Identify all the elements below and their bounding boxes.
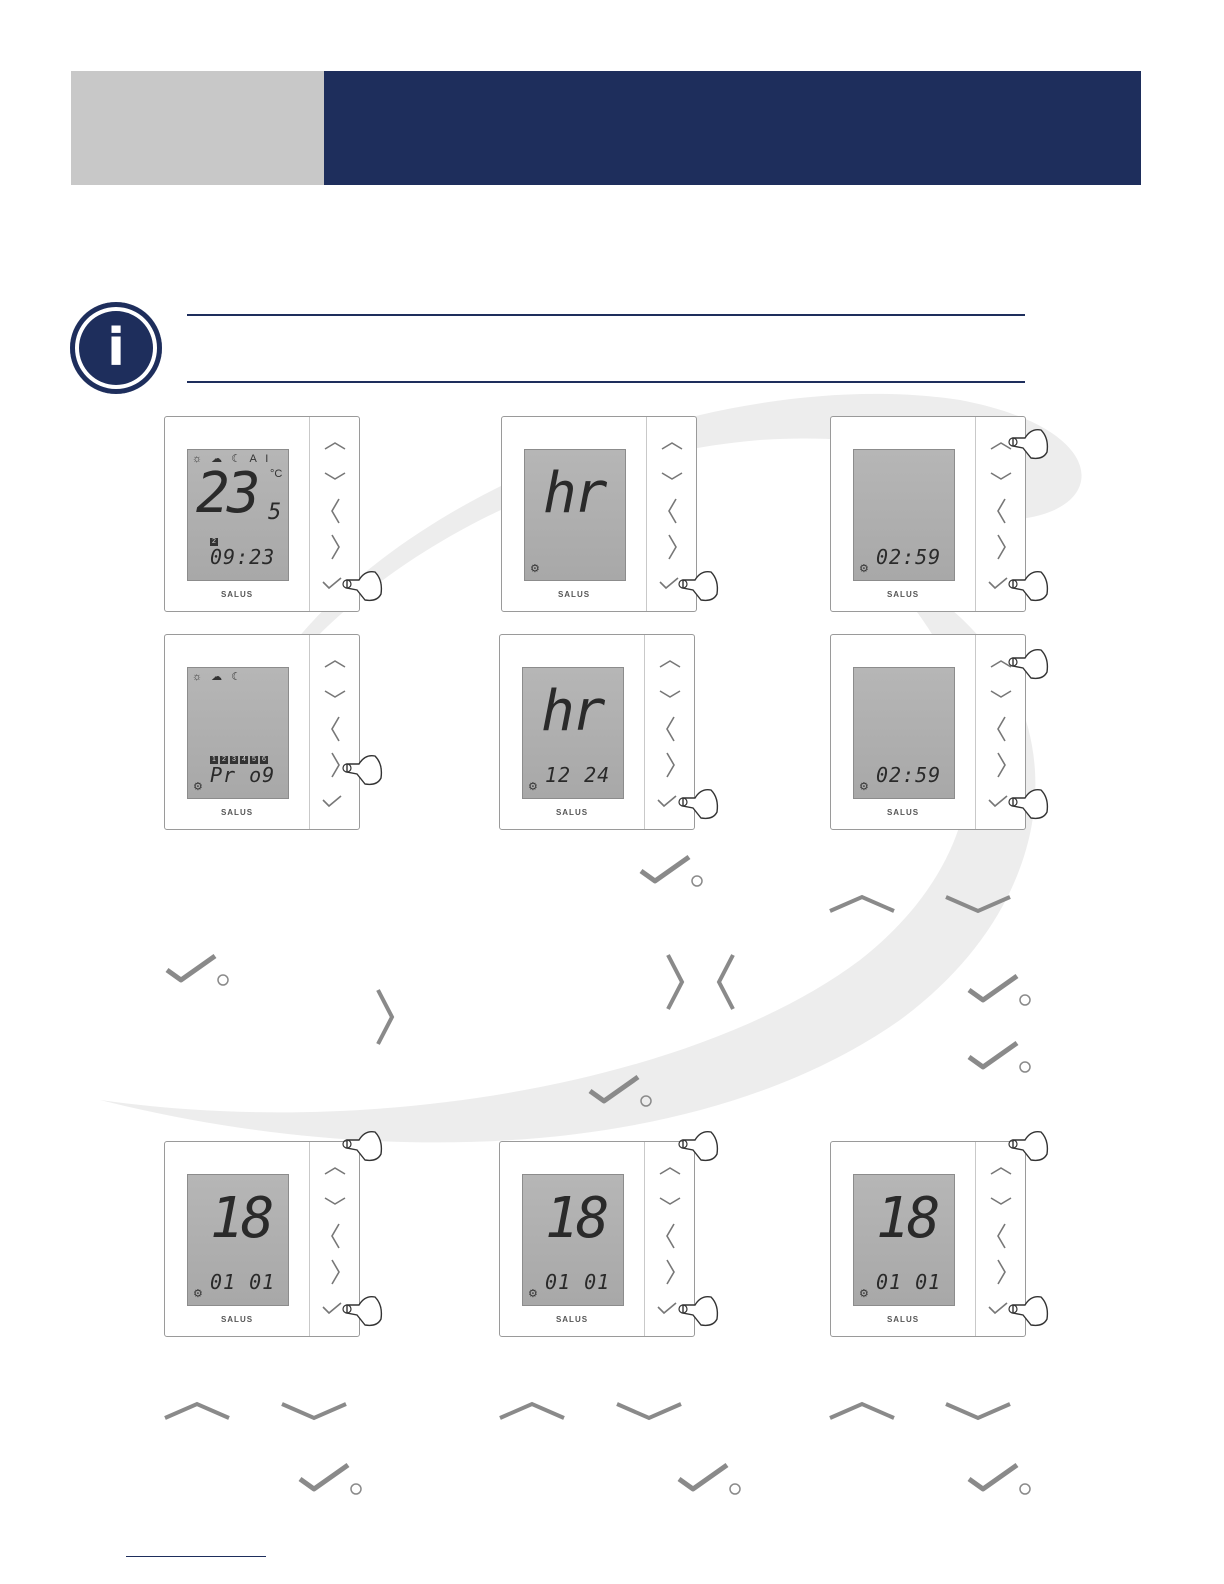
chevron-right-icon [378, 990, 392, 1044]
lcd-date-readout: 01 01 [210, 1270, 276, 1294]
gear-icon: ⚙ [528, 1288, 538, 1300]
brand-logo: SALUS [886, 808, 920, 817]
pointing-hand-icon [679, 790, 717, 819]
lcd-program-readout: Pr o9 [210, 763, 276, 787]
brand-logo: SALUS [220, 590, 254, 599]
day-indicator: 2 [210, 538, 220, 546]
brand-logo: SALUS [555, 1315, 589, 1324]
pointing-hand-icon [343, 572, 381, 601]
chevron-up-icon [500, 1404, 564, 1418]
pointing-hand-icon [679, 572, 717, 601]
mode-glyphs: ☼ ☁ ☾ A I [192, 453, 272, 465]
lcd-main-digits: 18 [545, 1186, 607, 1251]
pointing-hand-icon [343, 756, 381, 785]
pointing-hand-icon [343, 1297, 381, 1326]
pointing-hand-icon [1009, 1132, 1047, 1161]
check-gear-icon [969, 1465, 1030, 1494]
chevron-down-icon [946, 1404, 1010, 1418]
chevron-right-icon [668, 955, 682, 1009]
chevron-up-icon [830, 897, 894, 911]
lcd-main-digits: 23 [196, 461, 258, 526]
brand-logo: SALUS [557, 590, 591, 599]
pointing-hand-icon [1009, 790, 1047, 819]
gear-icon: ⚙ [528, 781, 538, 793]
temperature-unit: °C [270, 468, 283, 480]
lcd-time-readout: 02:59 [876, 545, 942, 569]
pointing-hand-icon [1009, 430, 1047, 459]
footer-rule [126, 1556, 266, 1557]
pointing-hand-icon [679, 1132, 717, 1161]
check-gear-icon [969, 1043, 1030, 1072]
chevron-down-icon [617, 1404, 681, 1418]
pointing-hand-icon [1009, 650, 1047, 679]
gear-icon: ⚙ [193, 1288, 203, 1300]
pointing-hand-icon [1009, 572, 1047, 601]
day-indicator: 1 2 3 4 5 6 [210, 756, 270, 764]
lcd-main-digits: hr [543, 461, 605, 526]
lcd-main-digits: 18 [210, 1186, 272, 1251]
lcd-time-readout: 02:59 [876, 763, 942, 787]
brand-logo: SALUS [220, 808, 254, 817]
chevron-down-icon [946, 897, 1010, 911]
lcd-decimal-digit: 5 [268, 500, 282, 525]
mode-glyphs: ☼ ☁ ☾ [192, 671, 245, 683]
lcd-main-digits: hr [541, 679, 603, 744]
chevron-left-icon [719, 955, 733, 1009]
check-gear-icon [969, 976, 1030, 1005]
info-icon: i [70, 302, 162, 394]
lcd-date-readout: 01 01 [545, 1270, 611, 1294]
check-gear-icon [167, 956, 228, 985]
brand-logo: SALUS [886, 590, 920, 599]
chevron-up-icon [165, 1404, 229, 1418]
check-gear-icon [590, 1077, 651, 1106]
brand-logo: SALUS [886, 1315, 920, 1324]
chevron-down-icon [282, 1404, 346, 1418]
gear-icon: ⚙ [193, 781, 203, 793]
brand-logo: SALUS [555, 808, 589, 817]
lcd-date-readout: 01 01 [876, 1270, 942, 1294]
check-gear-icon [300, 1465, 361, 1494]
pointing-hand-icon [679, 1297, 717, 1326]
gear-icon: ⚙ [859, 781, 869, 793]
check-gear-icon [679, 1465, 740, 1494]
gear-icon: ⚙ [530, 563, 540, 575]
lcd-time-readout: 09:23 [210, 545, 276, 569]
pointing-hand-icon [343, 1132, 381, 1161]
gear-icon: ⚙ [859, 1288, 869, 1300]
brand-logo: SALUS [220, 1315, 254, 1324]
lcd-main-digits: 18 [876, 1186, 938, 1251]
gear-icon: ⚙ [859, 563, 869, 575]
check-gear-icon [641, 857, 702, 886]
lcd-time-readout: 12 24 [545, 763, 611, 787]
pointing-hand-icon [1009, 1297, 1047, 1326]
chevron-up-icon [830, 1404, 894, 1418]
